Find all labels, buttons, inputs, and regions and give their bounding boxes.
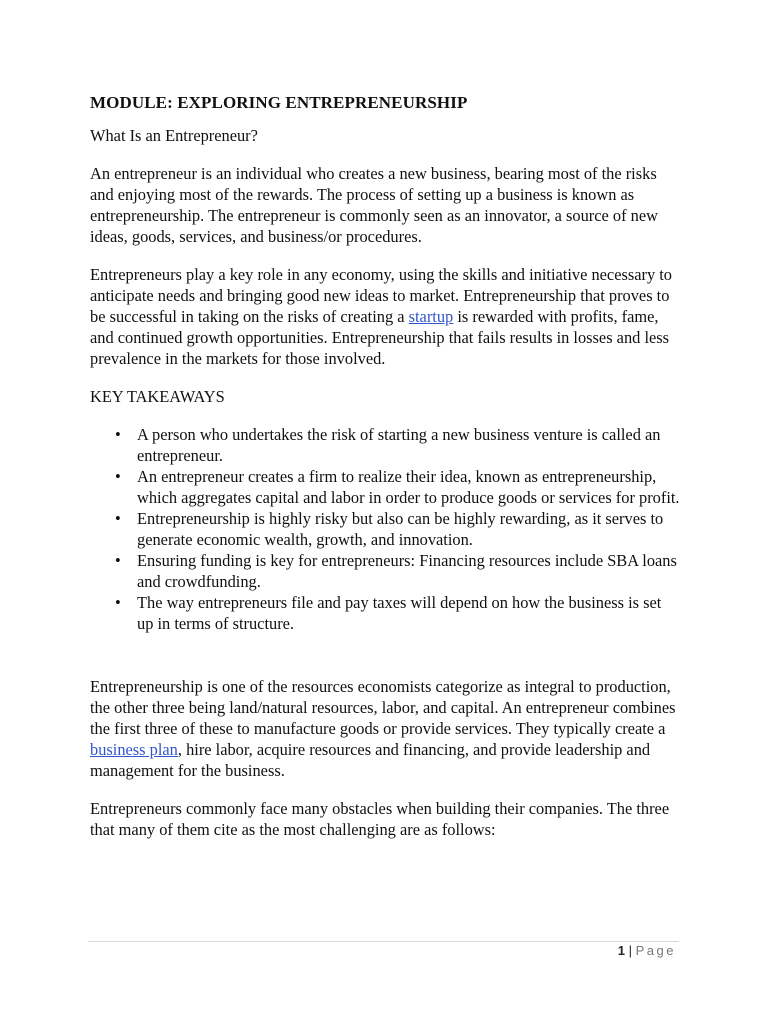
list-item — [115, 508, 680, 550]
paragraph-definition: An entrepreneur is an individual who creates a new business, bearing most of the risks and enjoying most of the rewards. The process of setting up a business is known as entrepreneurship. The entrepreneur is commonly seen as an innovator, a source of new ideas, goods, services, and business/or procedures. — [90, 164, 658, 246]
module-title: MODULE: EXPLORING ENTREPRENEURSHIP — [90, 93, 468, 112]
paragraph-resources-text-start: Entrepreneurship is one of the resources economists categorize as integral to production, the other three being land/natural resources, labor, and capital. An entrepreneur combines the first three of these to manufacture goods or provide services. They typically create a — [90, 677, 676, 738]
document-page — [90, 92, 680, 857]
list-item — [115, 424, 680, 466]
list-item — [115, 466, 680, 508]
bullet-icon: • — [115, 551, 121, 570]
list-item — [115, 592, 680, 634]
list-item-text: An entrepreneur creates a firm to realize their idea, known as entrepreneurship, which aggregates capital and labor in order to produce goods or services for profit. — [137, 467, 680, 507]
key-takeaways-list — [90, 424, 680, 634]
bullet-icon: • — [115, 467, 121, 486]
bullet-icon: • — [115, 593, 121, 612]
page-label: Page — [635, 943, 676, 958]
paragraph-role — [90, 264, 680, 369]
bullet-icon: • — [115, 509, 121, 528]
page-footer — [618, 943, 676, 959]
page-number: 1 — [617, 943, 625, 958]
paragraph-obstacles: Entrepreneurs commonly face many obstacles when building their companies. The three that many of them cite as the most challenging are as follows: — [90, 799, 670, 839]
paragraph-role-text-start: Entrepreneurs play a key role in any economy, using the skills and initiative necessary to anticipate needs and bringing good new ideas to market. Entrepreneurship that proves to be successful in taking on the risks of creating a — [90, 265, 673, 326]
paragraph-resources — [90, 676, 680, 781]
list-item-text: A person who undertakes the risk of starting a new business venture is called an entrepreneur. — [137, 425, 661, 465]
key-takeaways-heading: KEY TAKEAWAYS — [90, 387, 225, 406]
list-item-text: Ensuring funding is key for entrepreneurs: Financing resources include SBA loans and crowdfunding. — [137, 551, 677, 591]
list-item-text: Entrepreneurship is highly risky but also can be highly rewarding, as it serves to generate economic wealth, growth, and innovation. — [137, 509, 664, 549]
list-item — [115, 550, 680, 592]
startup-link[interactable]: startup — [408, 307, 454, 326]
bullet-icon: • — [115, 425, 121, 444]
paragraph-resources-text-end: , hire labor, acquire resources and financing, and provide leadership and management for the business. — [90, 740, 651, 780]
paragraph-role-text-end: is rewarded with profits, fame, and continued growth opportunities. Entrepreneurship that fails results in losses and less prevalence in the markets for those involved. — [90, 307, 670, 368]
footer-separator: | — [628, 943, 632, 958]
footer-divider — [88, 941, 679, 942]
business-plan-link[interactable]: business plan — [90, 740, 178, 759]
list-item-text: The way entrepreneurs file and pay taxes will depend on how the business is set up in terms of structure. — [137, 593, 662, 633]
section-subtitle: What Is an Entrepreneur? — [90, 126, 258, 145]
